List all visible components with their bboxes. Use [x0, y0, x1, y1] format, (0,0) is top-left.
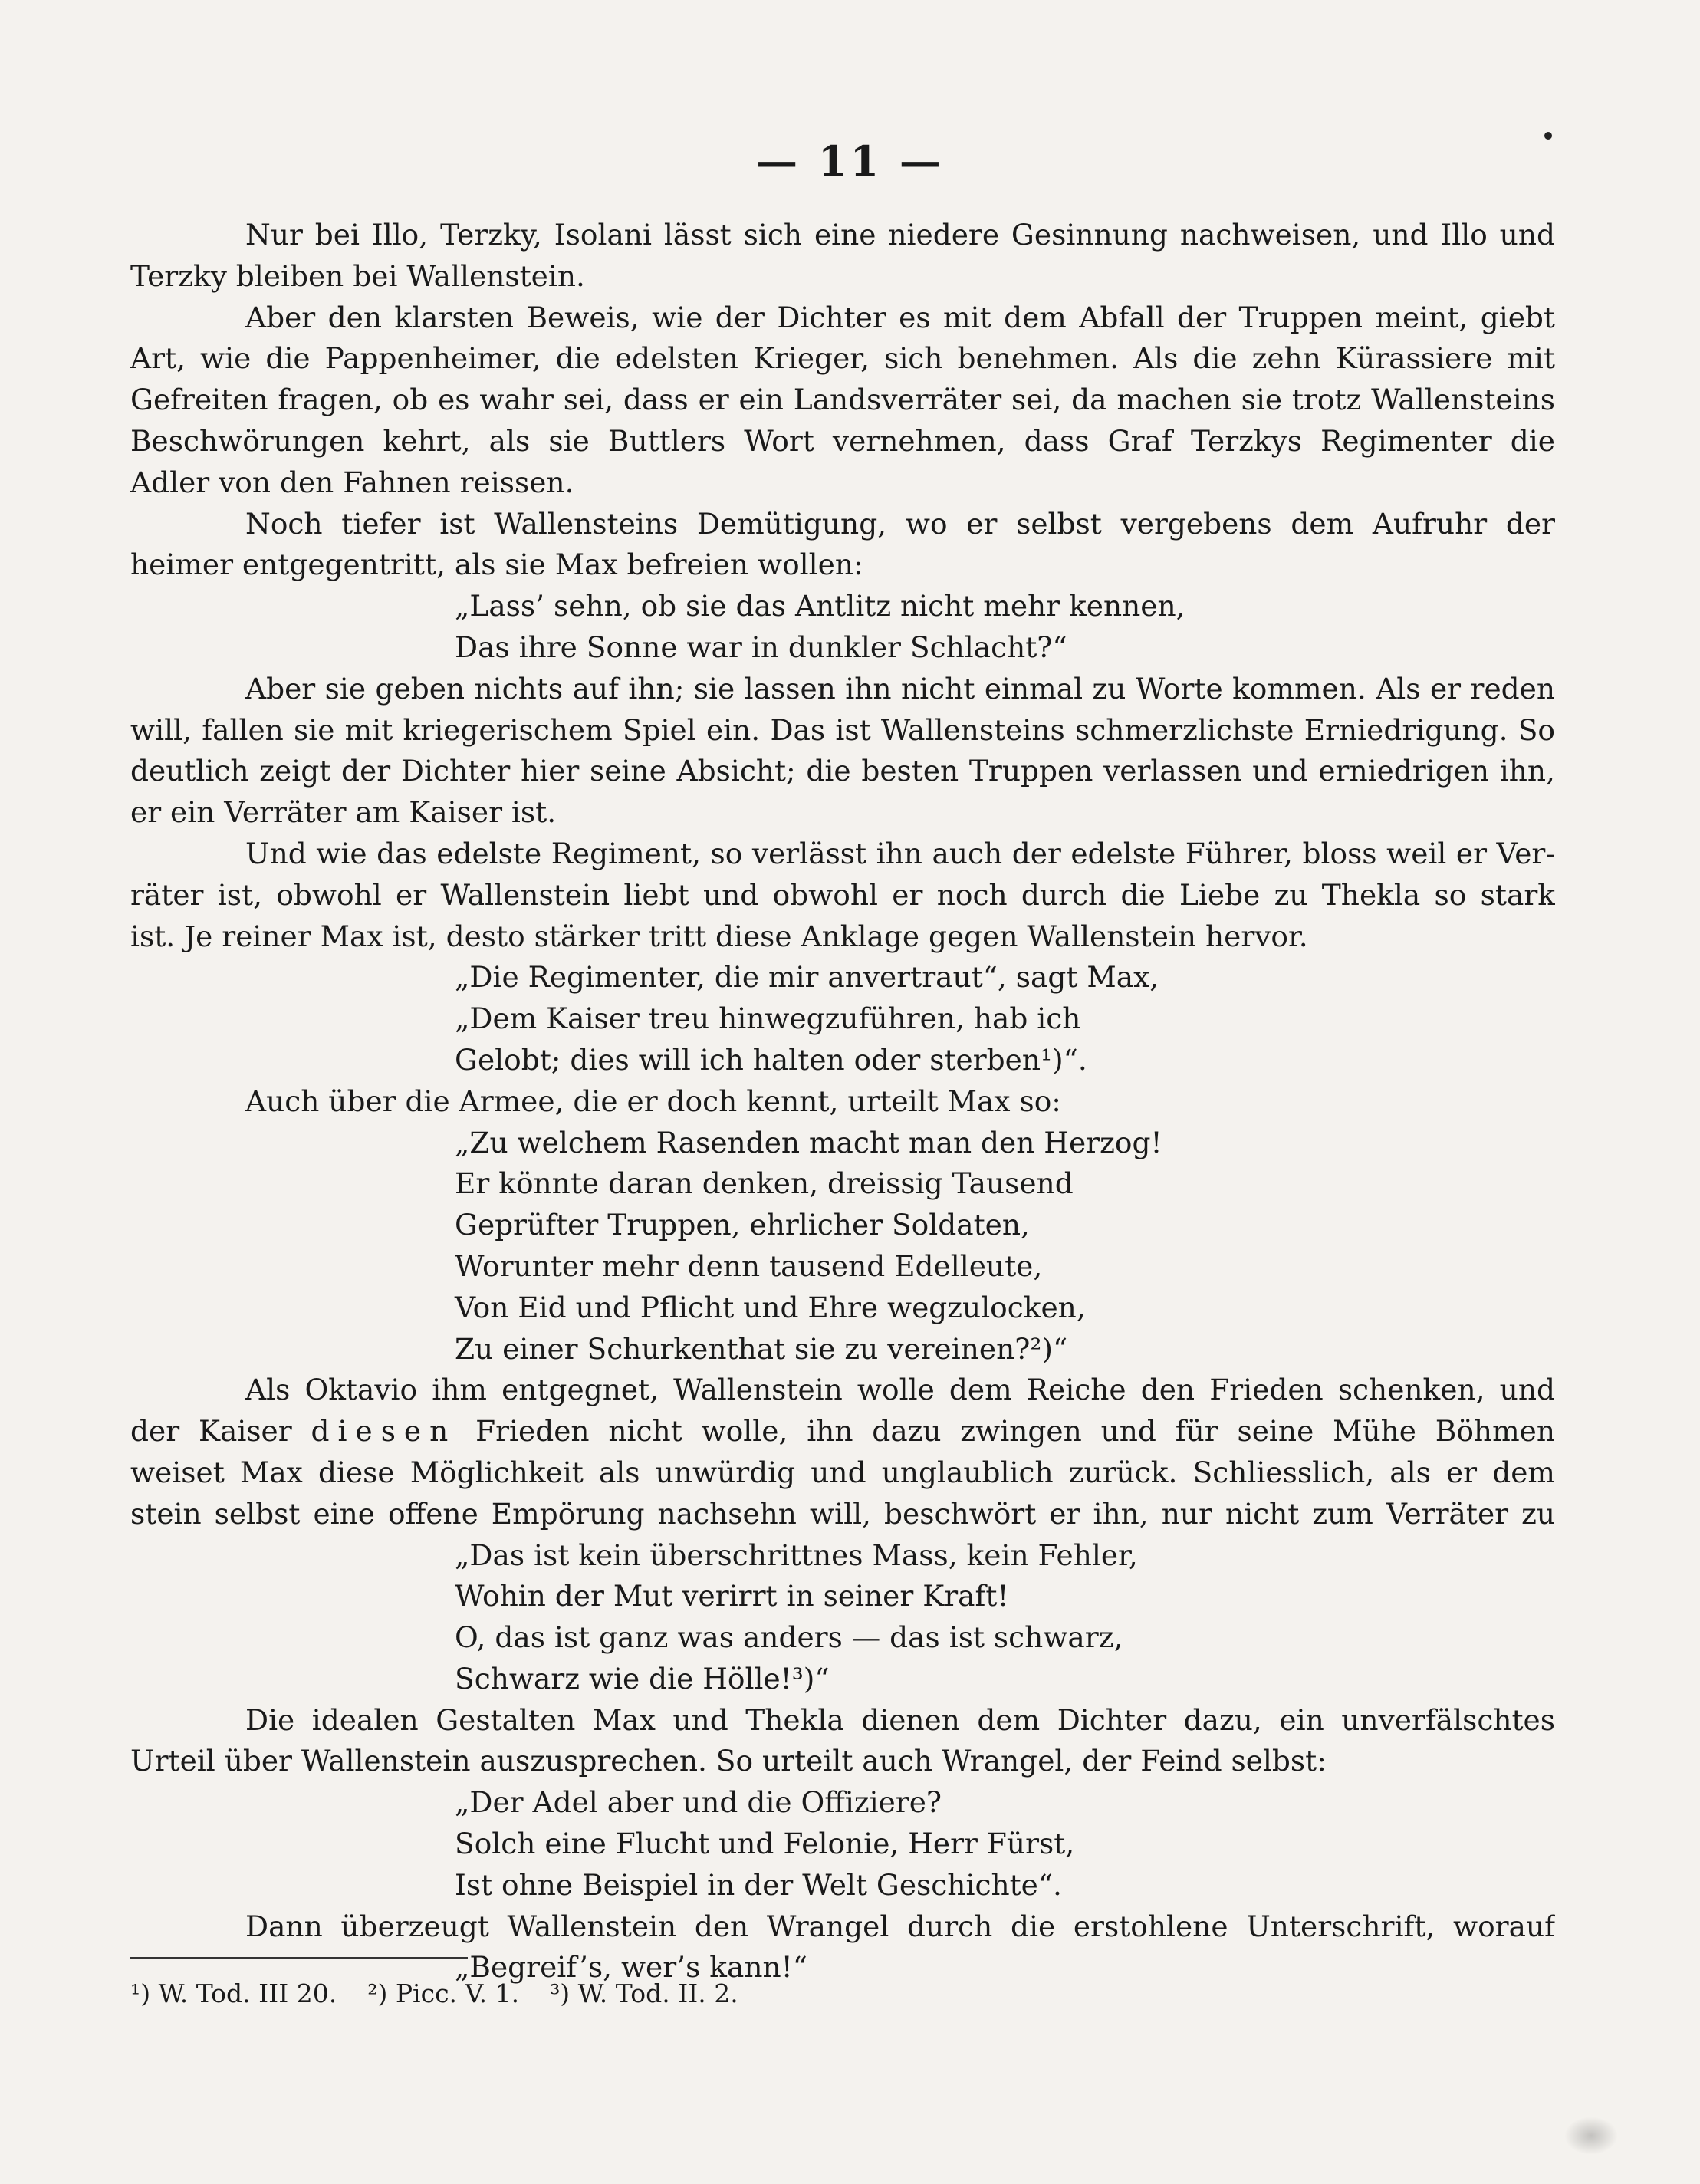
verse-line: Schwarz wie die Hölle!³)“ [455, 1661, 830, 1696]
footnotes [130, 1978, 769, 2009]
verse-line: „Der Adel aber und die Offiziere? [455, 1785, 942, 1820]
verse-line: „Begreif’s, wer’s kann!“ [455, 1950, 807, 1985]
paper-stain [1564, 2117, 1618, 2155]
page-number: — 11 — [756, 136, 944, 186]
text-line: Art, wie die Pappenheimer, die edelsten Krieger, sich benehmen. Als die zehn Kürassiere mit [130, 341, 1555, 376]
verse-line: „Lass’ sehn, ob sie das Antlitz nicht mehr kennen, [455, 589, 1185, 623]
footnote: ¹) W. Tod. III 20. [130, 1978, 337, 2008]
verse-line: „Zu welchem Rasenden macht man den Herzog! [455, 1125, 1162, 1159]
verse-line: Geprüfter Truppen, ehrlicher Soldaten, [455, 1208, 1030, 1242]
footnote: ³) W. Tod. II. 2. [550, 1978, 738, 2008]
text-line: Dann überzeugt Wallenstein den Wrangel durch die erstohlene Unterschrift, worauf [245, 1909, 1555, 1943]
verse-line: Wohin der Mut verirrt in seiner Kraft! [455, 1579, 1009, 1613]
verse-line: „Die Regimenter, die mir anvertraut“, sagt Max, [455, 960, 1159, 995]
spaced-emphasis: diesen [311, 1414, 457, 1449]
text-line: Adler von den Fahnen reissen. [130, 465, 574, 499]
text-line: Urteil über Wallenstein auszusprechen. So urteilt auch Wrangel, der Feind selbst: [130, 1744, 1327, 1778]
verse-line: Solch eine Flucht und Felonie, Herr Fürst, [455, 1827, 1075, 1861]
verse-line: Worunter mehr denn tausend Edelleute, [455, 1248, 1043, 1283]
text-line: Beschwörungen kehrt, als sie Buttlers Wort vernehmen, dass Graf Terzkys Regimenter die [130, 423, 1555, 458]
verse-line: „Das ist kein überschrittnes Mass, kein Fehler, [455, 1538, 1138, 1572]
text-line: Die idealen Gestalten Max und Thekla dienen dem Dichter dazu, ein unverfälschtes [245, 1702, 1555, 1737]
verse-line: Das ihre Sonne war in dunkler Schlacht?“ [455, 630, 1067, 664]
text-line: Aber sie geben nichts auf ihn; sie lassen ihn nicht einmal zu Worte kommen. Als er reden [245, 671, 1555, 706]
text-line: weiset Max diese Möglichkeit als unwürdig und unglaublich zurück. Schliesslich, als er dem [130, 1455, 1555, 1489]
verse-line: Er könnte daran denken, dreissig Tausend [455, 1166, 1074, 1201]
text-line: Als Oktavio ihm entgegnet, Wallenstein wolle dem Reiche den Frieden schenken, und [245, 1373, 1555, 1407]
verse-line: O, das ist ganz was anders — das ist schwarz, [455, 1620, 1123, 1655]
text-line: Auch über die Armee, die er doch kennt, urteilt Max so: [245, 1084, 1061, 1118]
verse-line: Gelobt; dies will ich halten oder sterben¹)“. [455, 1042, 1087, 1077]
text-line: will, fallen sie mit kriegerischem Spiel ein. Das ist Wallensteins schmerzlichste Erniedrigung. So [130, 712, 1555, 747]
verse-line: Von Eid und Pflicht und Ehre wegzulocken, [455, 1290, 1086, 1324]
text-line: räter ist, obwohl er Wallenstein liebt und obwohl er noch durch die Liebe zu Thekla so stark [130, 877, 1555, 912]
text-line: stein selbst eine offene Empörung nachsehn will, beschwört er ihn, nur nicht zum Verräter zu [130, 1496, 1555, 1531]
text-line: deutlich zeigt der Dichter hier seine Absicht; die besten Truppen verlassen und erniedrigen ihn, [130, 754, 1555, 788]
verse-line: Zu einer Schurkenthat sie zu vereinen?²)“ [455, 1331, 1068, 1366]
body-text [130, 215, 1555, 1988]
text-line: ist. Je reiner Max ist, desto stärker tritt diese Anklage gegen Wallenstein hervor. [130, 919, 1308, 953]
text-line: er ein Verräter am Kaiser ist. [130, 795, 557, 830]
text-line: Gefreiten fragen, ob es wahr sei, dass er ein Landsverräter sei, da machen sie trotz Wallensteins [130, 383, 1555, 417]
text-line: der Kaiser diesen Frieden nicht wolle, ihn dazu zwingen und für seine Mühe Böhmen [130, 1414, 1555, 1449]
verse-line: „Dem Kaiser treu hinwegzuführen, hab ich [455, 1002, 1081, 1036]
text-line: Aber den klarsten Beweis, wie der Dichter es mit dem Abfall der Truppen meint, giebt [245, 300, 1555, 334]
text-line: heimer entgegentritt, als sie Max befreien wollen: [130, 548, 863, 582]
text-line: Terzky bleiben bei Wallenstein. [130, 258, 585, 293]
text-line: Und wie das edelste Regiment, so verlässt ihn auch der edelste Führer, bloss weil er Ver- [245, 836, 1555, 870]
footnote: ²) Picc. V. 1. [367, 1978, 520, 2008]
text-line: Noch tiefer ist Wallensteins Demütigung, wo er selbst vergebens dem Aufruhr der [245, 506, 1555, 541]
footnote-rule [130, 1957, 468, 1959]
verse-line: Ist ohne Beispiel in der Welt Geschichte“. [455, 1867, 1062, 1902]
text-line: Nur bei Illo, Terzky, Isolani lässt sich eine niedere Gesinnung nachweisen, und Illo und [245, 218, 1555, 252]
